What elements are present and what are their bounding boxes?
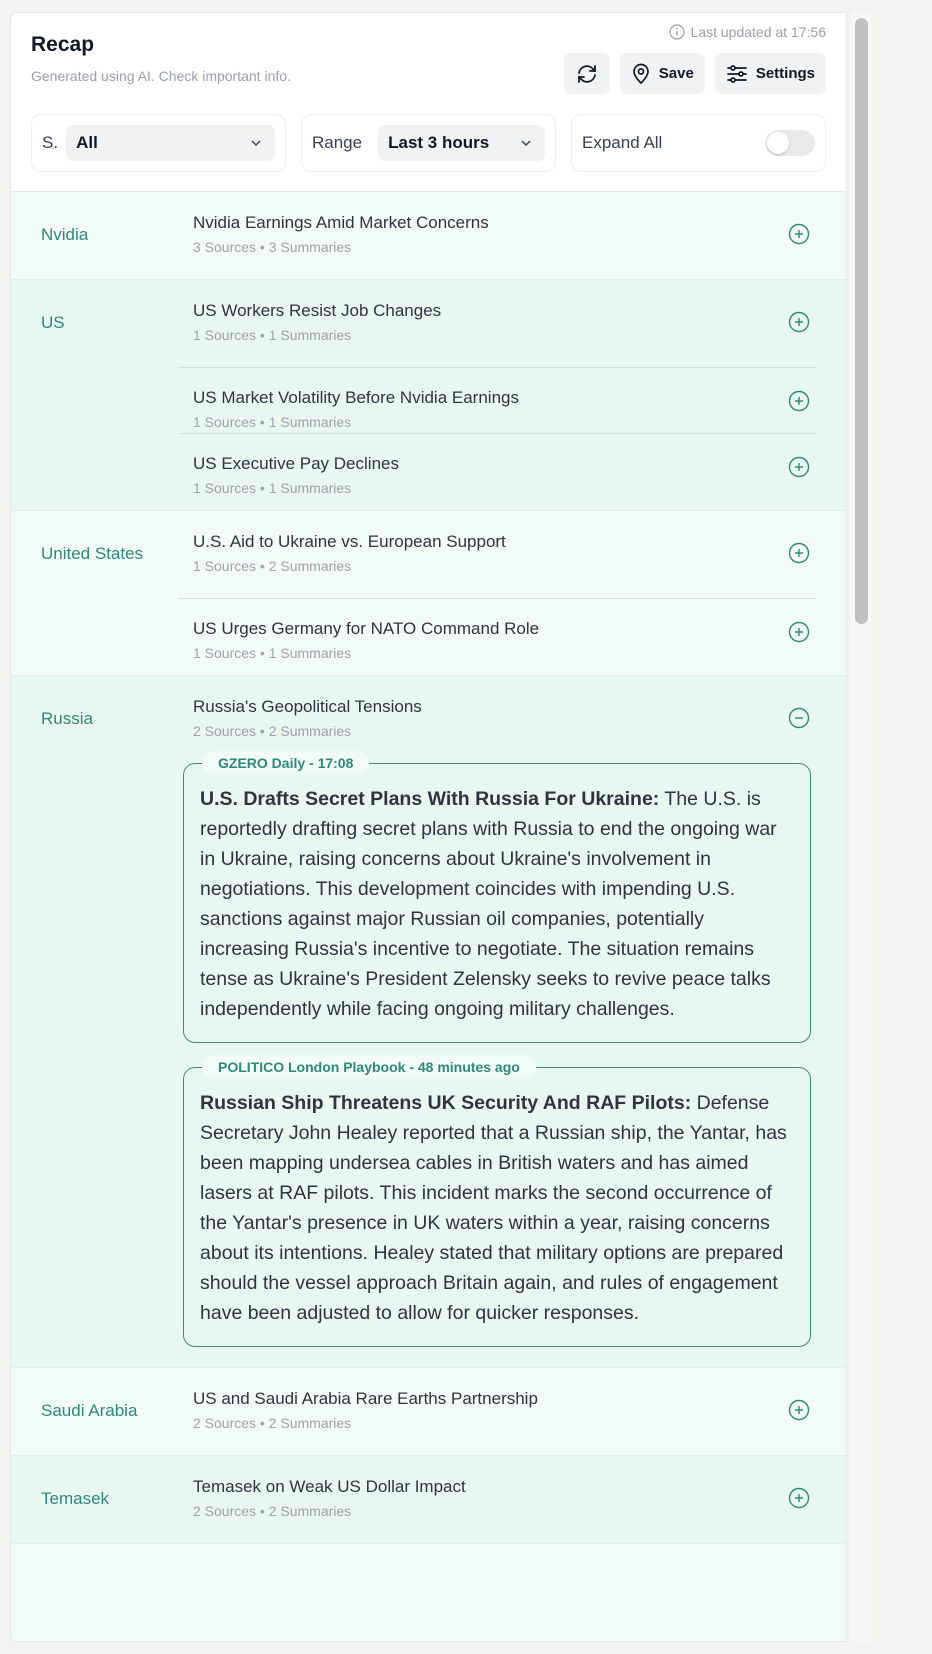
source-select[interactable]: [66, 125, 275, 161]
refresh-button[interactable]: [564, 53, 610, 94]
story-title: Nvidia Earnings Amid Market Concerns: [193, 213, 489, 232]
last-updated-text: Last updated at 17:56: [690, 24, 826, 40]
topic-group: [11, 191, 846, 279]
story-title: US and Saudi Arabia Rare Earths Partnership: [193, 1389, 538, 1408]
save-button[interactable]: [620, 53, 705, 94]
scrollbar-thumb[interactable]: [855, 18, 868, 624]
range-value: Last 3 hours: [388, 133, 490, 152]
refresh-icon: [575, 62, 599, 86]
summary-card: [183, 755, 811, 1043]
story-item[interactable]: [178, 192, 816, 279]
range-filter: [301, 114, 556, 172]
range-filter-label: Range: [312, 133, 363, 152]
story-title: US Workers Resist Job Changes: [193, 301, 442, 320]
story-title: Russia's Geopolitical Tensions: [193, 697, 422, 716]
recap-panel: [10, 12, 847, 1642]
topic-label: United States: [41, 544, 144, 563]
story-title: Temasek on Weak US Dollar Impact: [193, 1477, 466, 1496]
story-meta: 1 Sources • 1 Summaries: [193, 327, 352, 343]
story-meta: 1 Sources • 1 Summaries: [193, 480, 352, 496]
story-meta: 1 Sources • 2 Summaries: [193, 558, 352, 574]
story-title: U.S. Aid to Ukraine vs. European Support: [193, 532, 506, 551]
expand-all-control: [571, 114, 826, 172]
ai-disclaimer: Generated using AI. Check important info.: [31, 68, 291, 84]
topic-group: [11, 675, 846, 1367]
summary-headline: U.S. Drafts Secret Plans With Russia For Ukraine:: [200, 788, 660, 810]
summary-body: Defense Secretary John Healey reported that a Russian ship, the Yantar, has been mapping undersea cables in British waters and has aimed lasers at RAF pilots. This incident marks the second occurrence of the Yantar's presence in UK waters within a year, raising concerns about its intentions. Healey stated that military options are prepared should the vessel approach Britain again, and rules of engagement have been adjusted to allow for quicker responses.: [200, 1092, 787, 1324]
story-item[interactable]: [178, 280, 816, 367]
save-label: Save: [658, 65, 694, 82]
story-item[interactable]: [178, 433, 816, 510]
chevron-down-icon: [519, 136, 533, 150]
expand-icon[interactable]: [788, 1487, 810, 1509]
source-value: All: [76, 133, 98, 152]
topic-group: [11, 1367, 846, 1455]
summary-headline: Russian Ship Threatens UK Security And RAF Pilots:: [200, 1092, 692, 1114]
expand-icon[interactable]: [788, 311, 810, 333]
source-filter: [31, 114, 286, 172]
topic-group: [11, 279, 846, 510]
topic-label: Temasek: [41, 1489, 110, 1508]
story-title: US Market Volatility Before Nvidia Earnings: [193, 388, 519, 407]
topic-label: Saudi Arabia: [41, 1401, 138, 1420]
story-item[interactable]: [178, 511, 816, 598]
range-select[interactable]: [378, 125, 545, 161]
settings-button[interactable]: [715, 53, 826, 94]
topic-label: US: [41, 313, 65, 332]
expand-icon[interactable]: [788, 542, 810, 564]
expand-icon[interactable]: [788, 456, 810, 478]
collapse-icon[interactable]: [788, 707, 810, 729]
story-item[interactable]: [178, 1456, 816, 1543]
story-meta: 1 Sources • 1 Summaries: [193, 645, 352, 661]
sliders-icon: [726, 63, 748, 85]
source-filter-label: S.: [42, 133, 59, 152]
story-item[interactable]: [178, 598, 816, 675]
summary-card: [183, 1059, 811, 1347]
chevron-down-icon: [249, 136, 263, 150]
last-updated: [669, 24, 826, 40]
story-title: US Urges Germany for NATO Command Role: [193, 619, 540, 638]
story-meta: 3 Sources • 3 Summaries: [193, 239, 352, 255]
story-meta: 2 Sources • 2 Summaries: [193, 723, 352, 739]
topic-group: [11, 1455, 846, 1543]
info-icon: [669, 24, 685, 40]
source-badge: POLITICO London Playbook - 48 minutes ago: [202, 1055, 536, 1079]
summary-body: The U.S. is reportedly drafting secret plans with Russia to end the ongoing war in Ukraine, raising concerns about Ukraine's involvement in negotiations. This development coincides with impending U.S. sanctions against major Russian oil companies, potentially increasing Russia's incentive to negotiate. The situation remains tense as Ukraine's President Zelensky seeks to revive peace talks independently while facing ongoing military challenges.: [200, 788, 777, 1020]
topic-label: Nvidia: [41, 225, 89, 244]
expand-icon[interactable]: [788, 1399, 810, 1421]
scrollbar[interactable]: [849, 12, 871, 1642]
location-pin-icon: [631, 63, 651, 85]
settings-label: Settings: [755, 65, 815, 82]
story-meta: 1 Sources • 1 Summaries: [193, 414, 352, 430]
topic-group: [11, 1543, 846, 1642]
expand-icon[interactable]: [788, 390, 810, 412]
story-item[interactable]: [178, 676, 816, 739]
expand-all-toggle[interactable]: [765, 130, 815, 156]
topic-label: Russia: [41, 709, 93, 728]
page-title: Recap: [31, 33, 95, 56]
expand-icon[interactable]: [788, 621, 810, 643]
story-meta: 2 Sources • 2 Summaries: [193, 1503, 352, 1519]
topic-group: [11, 510, 846, 675]
source-badge: GZERO Daily - 17:08: [202, 751, 369, 775]
story-meta: 2 Sources • 2 Summaries: [193, 1415, 352, 1431]
story-item[interactable]: [178, 367, 816, 433]
recap-list: [11, 191, 846, 1642]
story-item[interactable]: [178, 1368, 816, 1455]
expand-icon[interactable]: [788, 223, 810, 245]
expand-all-label: Expand All: [582, 133, 663, 152]
story-title: US Executive Pay Declines: [193, 454, 399, 473]
